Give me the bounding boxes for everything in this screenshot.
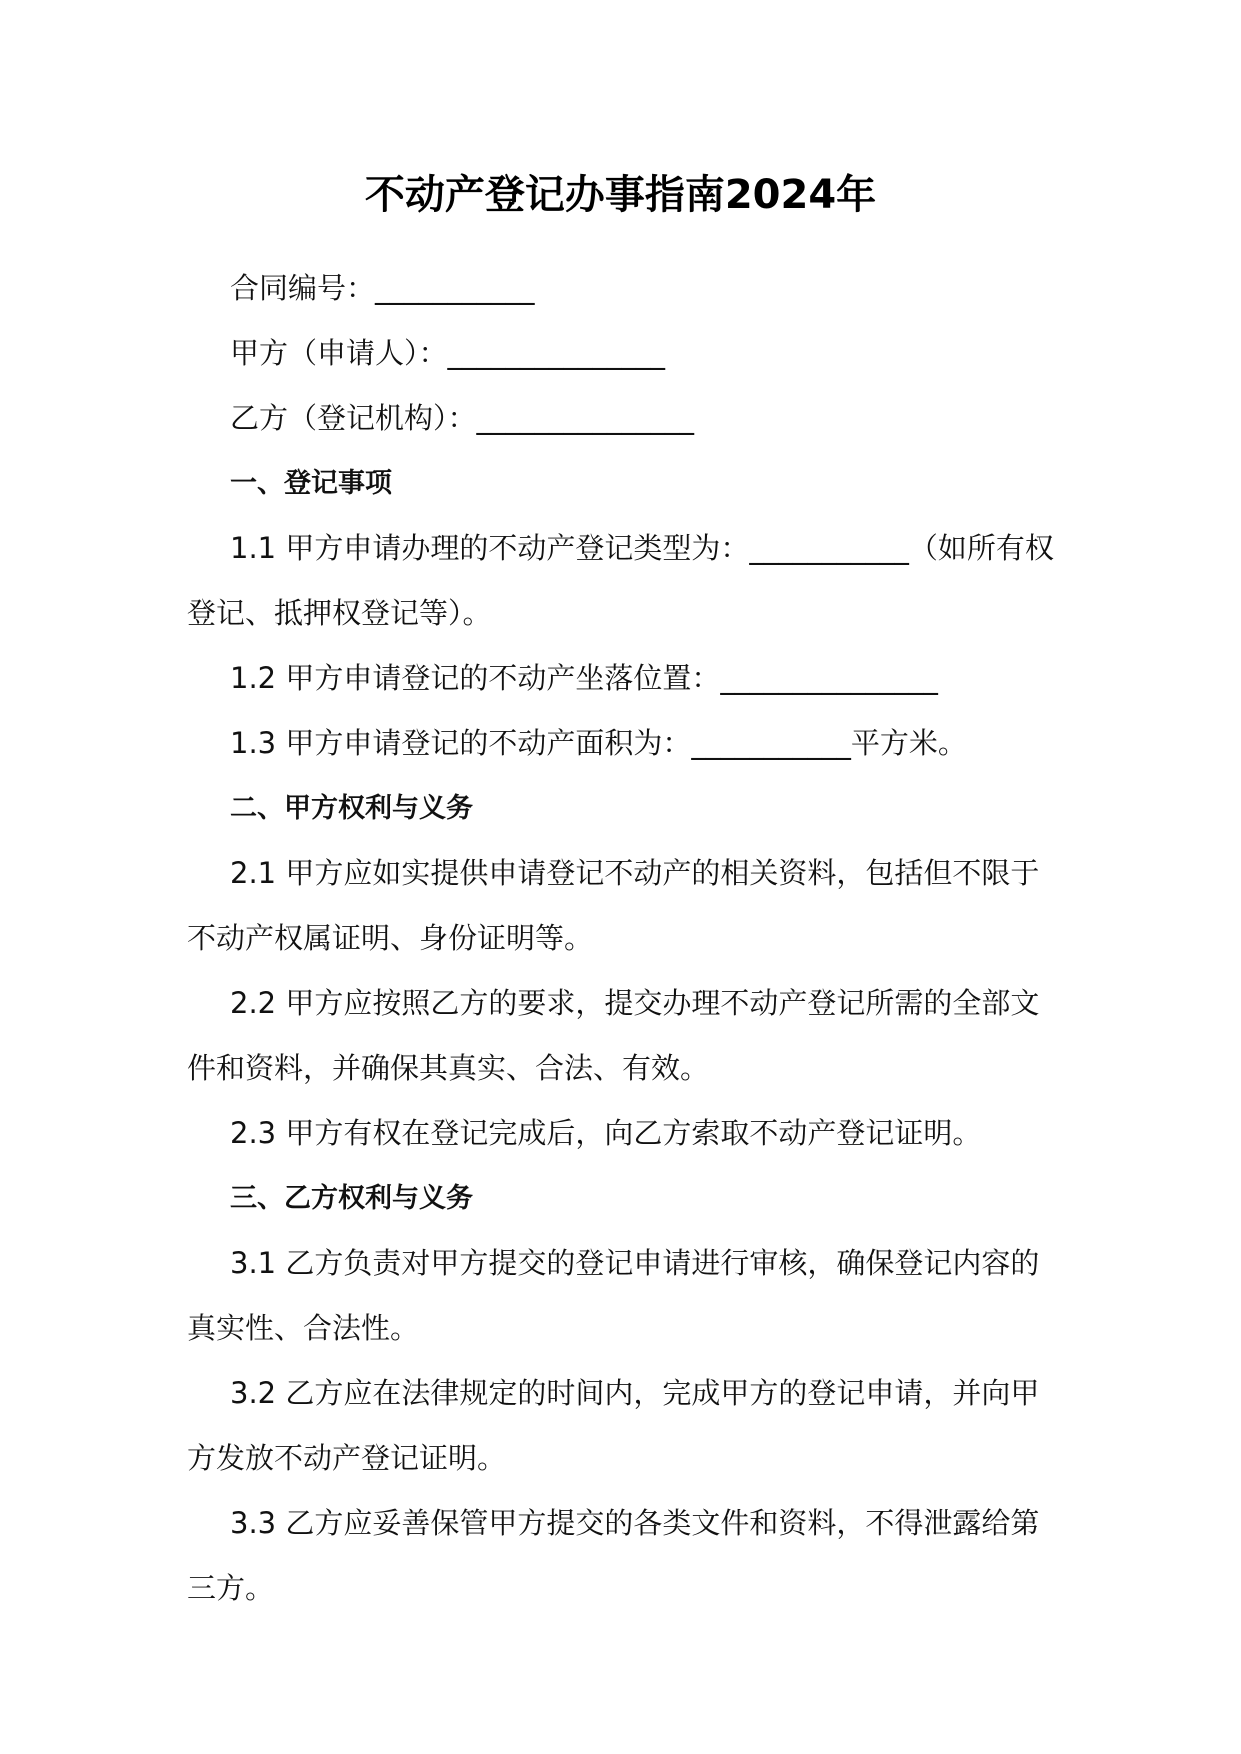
party-b-line (187, 386, 1057, 451)
section-heading-2: 二、甲方权利与义务 (230, 793, 473, 824)
clause-blank: ___________ (749, 531, 909, 565)
clause-2-1: 2.1 甲方应如实提供申请登记不动产的相关资料，包括但不限于不动产权属证明、身份证明等。 (187, 856, 1040, 955)
clause-3-3: 3.3 乙方应妥善保管甲方提交的各类文件和资料，不得泄露给第三方。 (187, 1506, 1040, 1605)
document-body (187, 256, 1057, 1621)
clause-1-2 (187, 646, 1057, 711)
section-heading-3: 三、乙方权利与义务 (230, 1183, 473, 1214)
contract-number-line (187, 256, 1057, 321)
clause-text: 1.2 甲方申请登记的不动产坐落位置： (230, 661, 721, 695)
clause-text: 1.3 甲方申请登记的不动产面积为： (230, 726, 692, 760)
party-b-blank: _______________ (476, 401, 695, 435)
clause-1-1 (187, 516, 1057, 646)
contract-number-blank: ___________ (375, 271, 535, 305)
clause-1-3 (187, 711, 1057, 776)
party-a-label: 甲方（申请人）： (230, 336, 448, 370)
clause-text: 1.1 甲方申请办理的不动产登记类型为： (230, 531, 750, 565)
clause-2-2: 2.2 甲方应按照乙方的要求，提交办理不动产登记所需的全部文件和资料，并确保其真实、合法、有效。 (187, 986, 1040, 1085)
contract-number-label: 合同编号： (230, 271, 376, 305)
clause-blank: _______________ (720, 661, 938, 695)
party-a-line (187, 321, 1057, 386)
party-b-label: 乙方（登记机构）： (230, 401, 477, 435)
clause-3-1: 3.1 乙方负责对甲方提交的登记申请进行审核，确保登记内容的真实性、合法性。 (187, 1246, 1040, 1345)
clause-3-2: 3.2 乙方应在法律规定的时间内，完成甲方的登记申请，并向甲方发放不动产登记证明。 (187, 1376, 1040, 1475)
section-heading-1: 一、登记事项 (230, 468, 392, 499)
clause-text: （如所有权登记、抵押权登记等）。 (187, 531, 1054, 630)
clause-blank: ___________ (691, 726, 851, 760)
party-a-blank: _______________ (447, 336, 666, 370)
clause-text: 平方米。 (850, 726, 967, 760)
document-title: 不动产登记办事指南2024年 (364, 172, 877, 218)
clause-2-3: 2.3 甲方有权在登记完成后，向乙方索取不动产登记证明。 (230, 1116, 982, 1150)
